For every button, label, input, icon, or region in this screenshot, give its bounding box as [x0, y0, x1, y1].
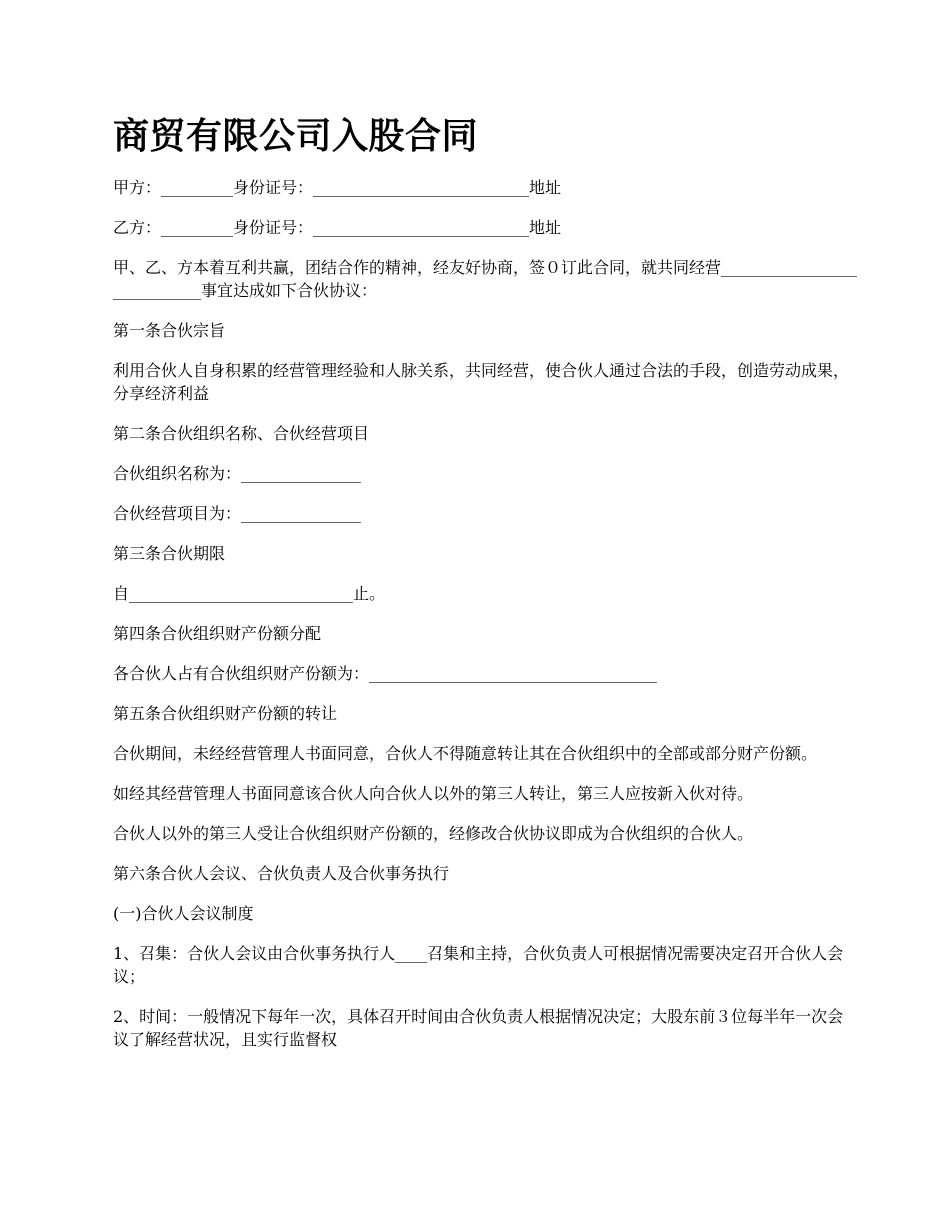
article-6-heading: 第六条合伙人会议、合伙负责人及合伙事务执行 [113, 864, 450, 883]
party-a-line: 甲方：_________身份证号：___________________________地址 [113, 178, 562, 197]
article-4-heading: 第四条合伙组织财产份额分配 [113, 624, 322, 643]
party-b-line: 乙方：_________身份证号：___________________________地址 [113, 218, 562, 237]
transfer-clause-1: 合伙期间，未经经营管理人书面同意，合伙人不得随意转让其在合伙组织中的全部或部分财产份额。 [113, 744, 818, 763]
transfer-clause-2: 如经其经营管理人书面同意该合伙人向合伙人以外的第三人转让，第三人应按新入伙对待。 [113, 784, 754, 803]
transfer-clause-3: 合伙人以外的第三人受让合伙组织财产份额的，经修改合伙协议即成为合伙组织的合伙人。 [113, 824, 754, 843]
article-5-heading: 第五条合伙组织财产份额的转让 [113, 704, 338, 723]
meeting-system-heading: (一)合伙人会议制度 [113, 904, 254, 923]
document-body [113, 176, 870, 1051]
document-title: 商贸有限公司入股合同 [113, 115, 479, 157]
share-allocation-line: 各合伙人占有合伙组织财产份额为：____________________________________ [113, 664, 658, 683]
preamble: 甲、乙、方本着互利共赢，团结合作的精神，经友好协商，签０订此合同，就共同经营____________________________事宜达成如下合伙协议： [113, 258, 858, 300]
article-3-heading: 第三条合伙期限 [113, 544, 226, 563]
meeting-convening-clause: 1、召集：合伙人会议由合伙事务执行人____召集和主持，合伙负责人可根据情况需要决定召开合伙人会议； [113, 944, 844, 986]
partnership-name-line: 合伙组织名称为：_______________ [113, 464, 362, 483]
article-1-heading: 第一条合伙宗旨 [113, 321, 226, 340]
article-1-text: 利用合伙人自身积累的经营管理经验和人脉关系，共同经营，使合伙人通过合法的手段，创造劳动成果，分享经济利益 [113, 361, 850, 403]
meeting-time-clause: 2、时间：一般情况下每年一次，具体召开时间由合伙负责人根据情况决定；大股东前３位每半年一次会议了解经营状况，且实行监督权 [113, 1007, 844, 1049]
term-line: 自____________________________止。 [113, 584, 386, 603]
business-project-line: 合伙经营项目为：_______________ [113, 504, 362, 523]
article-2-heading: 第二条合伙组织名称、合伙经营项目 [113, 424, 370, 443]
